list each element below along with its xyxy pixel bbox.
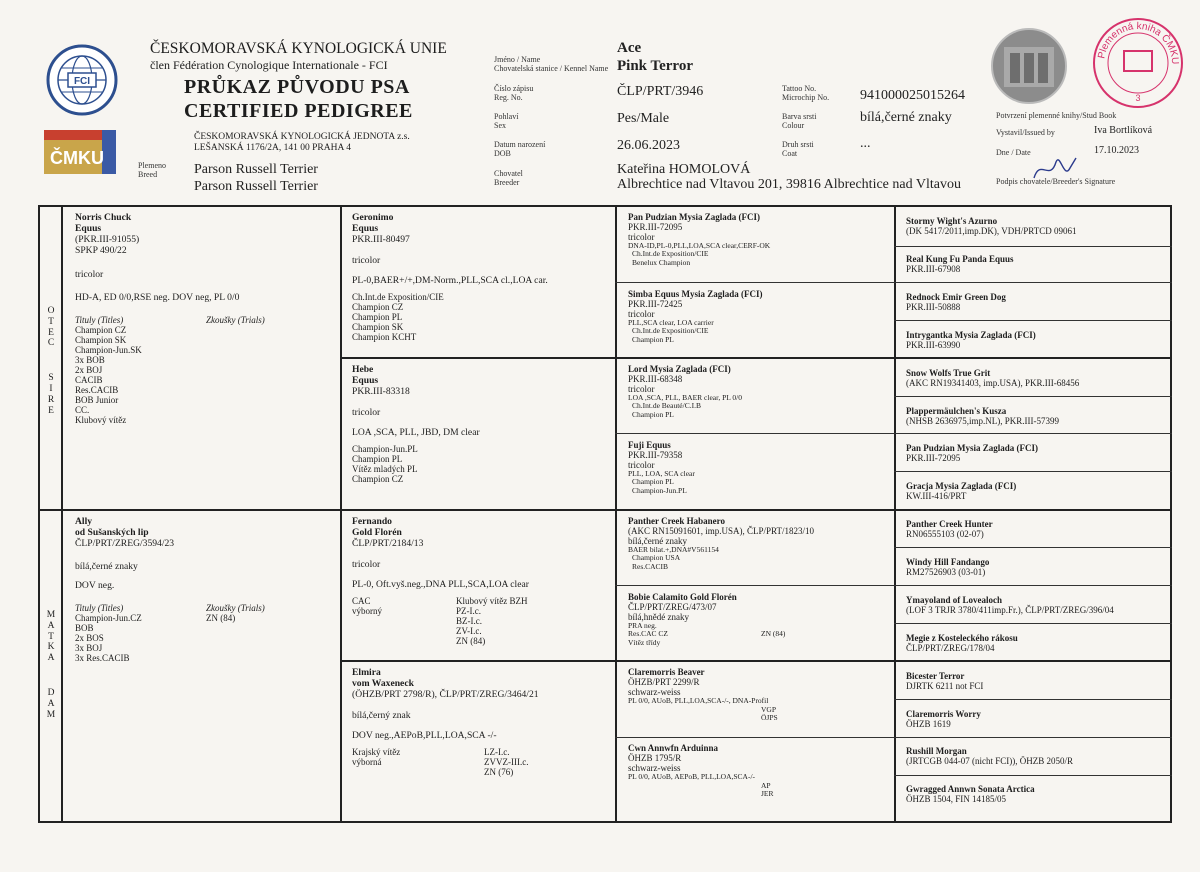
row-divider-gen4-1 xyxy=(894,246,1172,247)
row-divider-gen4-6 xyxy=(894,623,1172,624)
sire-trials-label: Zkoušky (Trials) xyxy=(206,315,265,325)
dam-cell xyxy=(75,516,335,663)
coat-label-en: Coat xyxy=(782,149,798,158)
title-en: CERTIFIED PEDIGREE xyxy=(184,100,413,122)
row-divider-gen2a xyxy=(340,357,1172,359)
gen4-cell-9: Panther Creek Hunter RN06555103 (02-07) xyxy=(906,519,993,539)
date-value: 17.10.2023 xyxy=(1094,145,1139,156)
row-divider-gen3-4 xyxy=(615,737,1172,738)
row-divider-gen3-2 xyxy=(615,433,1172,434)
gen2-dam-dam: Elmira vom Waxeneck (ÖHZB/PRT 2798/R), ČLP/PRT/ZREG/3464/21 bílá,černý znak DOV neg.,AEPoB,PLL,LOA,SCA -/- Krajský vítěz výborná LZ-I.c. ZVVZ-III.c. ZN (76) xyxy=(352,667,539,777)
row-divider-gen4-4 xyxy=(894,471,1172,472)
confirm-label: Potvrzení plemenné knihy/Stud Book xyxy=(996,111,1117,120)
dam-name: Ally xyxy=(75,516,93,527)
gen4-cell-14: Claremorris Worry ÖHZB 1619 xyxy=(906,709,981,729)
org-name: ČESKOMORAVSKÁ KYNOLOGICKÁ UNIE xyxy=(150,40,447,57)
reg-label-en: Reg. No. xyxy=(494,93,523,102)
gen4-cell-10: Windy Hill Fandango RM27526903 (03-01) xyxy=(906,557,990,577)
dam-title-list: Champion-Jun.CZ BOB 2x BOS 3x BOJ 3x Res.CACIB ZN (84) xyxy=(75,613,236,663)
gen2-sire-dam: Hebe Equus PKR.III-83318 tricolor LOA ,SCA, PLL, JBD, DM clear Champion-Jun.PL Champion PL Vítěz mladých PL Champion CZ xyxy=(352,364,480,484)
sire-titles-label: Tituly (Titles) xyxy=(75,315,124,325)
row-divider-gen2b xyxy=(340,660,1172,662)
sire-kennel: Equus xyxy=(75,223,102,234)
gen3-cell-6: Bobie Calamito Gold Florén ČLP/PRT/ZREG/473/07 bílá,hnědé znaky PRA neg. Res.CAC CZ Vítěz třídy ZN (84) xyxy=(628,592,786,647)
sire-color: tricolor xyxy=(75,269,104,280)
gen4-cell-3: Rednock Emir Green Dog PKR.III-50888 xyxy=(906,292,1006,312)
gen4-cell-4: Intrygantka Mysia Zaglada (FCI) PKR.III-63990 xyxy=(906,330,1036,350)
breed-label-en: Breed xyxy=(138,170,158,179)
signature-label: Podpis chovatele/Breeder's Signature xyxy=(996,177,1116,186)
gen4-cell-13: Bicester Terror DJRTK 6211 not FCI xyxy=(906,671,984,691)
org-member: člen Fédération Cynologique Internationale - FCI xyxy=(150,58,388,72)
sex-label-en: Sex xyxy=(494,121,506,130)
col-divider-4 xyxy=(894,205,896,823)
microchip-label: Microchip No. xyxy=(782,93,830,102)
row-divider-gen3-3 xyxy=(615,585,1172,586)
gen4-cell-7: Pan Pudzian Mysia Zaglada (FCI) PKR.III-72095 xyxy=(906,443,1039,463)
gen4-cell-5: Snow Wolfs True Grit (AKC RN19341403, imp.USA), PKR.III-68456 xyxy=(906,368,1080,388)
gen3-cell-5: Panther Creek Habanero (AKC RN15091601, imp.USA), ČLP/PRT/1823/10 bílá,černé znaky BAER bilat.+,DNA#V561154 Champion USA Res.CACIB xyxy=(628,516,814,571)
gen3-cell-1: Pan Pudzian Mysia Zaglada (FCI) PKR.III-72095 tricolor DNA-ID,PL-0,PLL,LOA,SCA clear,CERF-OK Ch.Int.de Exposition/CIE Benelux Champion xyxy=(628,212,771,267)
gen4-cell-15: Rushill Morgan (JRTCGB 044-07 (nicht FCI)), ÖHZB 2050/R xyxy=(906,746,1073,766)
coat-value: ... xyxy=(860,136,871,151)
row-divider-gen4-7 xyxy=(894,699,1172,700)
studbook-stamp-text: Plemenná kniha ČMKU xyxy=(1096,20,1181,65)
dam-side-label: M A T K A D A M xyxy=(46,610,56,720)
dog-reg: ČLP/PRT/3946 xyxy=(617,84,704,99)
cmku-logo-text: ČMKU xyxy=(50,148,104,168)
breeder-label-cz: Chovatel xyxy=(494,169,523,178)
gen3-cell-3: Lord Mysia Zaglada (FCI) PKR.III-68348 tricolor LOA ,SCA, PLL, BAER clear, PL 0/0 Ch.Int.de Beauté/C.I.B Champion PL xyxy=(628,364,743,419)
col-divider-3 xyxy=(615,205,617,823)
sire-title-list: Champion CZ Champion SK Champion-Jun.SK 3x BOB 2x BOJ CACIB Res.CACIB BOB Junior CC. Klubový vítěz xyxy=(75,325,142,425)
issuer-address: LEŠANSKÁ 1176/2A, 141 00 PRAHA 4 xyxy=(194,143,351,153)
dam-health: DOV neg. xyxy=(75,580,115,591)
dam-kennel: od Sušanských lip xyxy=(75,527,149,538)
gen3-cell-8: Cwn Annwfn Arduinna ÖHZB 1795/R schwarz-weiss PL 0/0, AUoB, AEPoB, PLL,LOA,SCA-/- AP JER xyxy=(628,743,774,799)
sire-side-label: O T E C S I R E xyxy=(47,306,55,416)
gen4-cell-6: Plappermäulchen's Kusza (NHSB 2636975,imp.NL), PKR.III-57399 xyxy=(906,406,1059,426)
dog-kennel: Pink Terror xyxy=(617,58,693,74)
issuer: ČESKOMORAVSKÁ KYNOLOGICKÁ JEDNOTA z.s. xyxy=(194,132,410,142)
breeder-address: Albrechtice nad Vltavou 201, 39816 Albrechtice nad Vltavou xyxy=(617,177,961,192)
issued-by-label: Vystavil/Issued by xyxy=(996,128,1055,137)
colour-label-en: Colour xyxy=(782,121,805,130)
sire-health: HD-A, ED 0/0,RSE neg. DOV neg, PL 0/0 xyxy=(75,292,240,303)
dob-label-en: DOB xyxy=(494,149,511,158)
dog-dob: 26.06.2023 xyxy=(617,138,680,153)
sex-label-cz: Pohlaví xyxy=(494,112,519,121)
sire-name: Norris Chuck xyxy=(75,212,132,223)
cmku-logo xyxy=(44,130,116,174)
date-label: Dne / Date xyxy=(996,148,1031,157)
coat-label-cz: Druh srsti xyxy=(782,140,814,149)
name-label: Jméno / Name xyxy=(494,55,541,64)
dob-label-cz: Datum narození xyxy=(494,140,546,149)
gen3-cell-7: Claremorris Beaver ÖHZB/PRT 2299/R schwarz-weiss PL 0/0, AUoB, PLL,LOA,SCA-/-, DNA-Profil VGP ÖJPS xyxy=(628,667,778,723)
gen4-cell-12: Megie z Kosteleckého rákosu ČLP/PRT/ZREG/178/04 xyxy=(906,633,1018,653)
dam-reg: ČLP/PRT/ZREG/3594/23 xyxy=(75,538,175,549)
gen4-cell-1: Stormy Wight's Azurno (DK 5417/2011,imp.DK), VDH/PRTCD 09061 xyxy=(906,216,1077,236)
kennel-label: Chovatelská stanice / Kennel Name xyxy=(494,64,609,73)
row-divider-gen4-5 xyxy=(894,547,1172,548)
row-divider-gen1 xyxy=(38,509,1172,511)
title-cz: PRŮKAZ PŮVODU PSA xyxy=(184,76,410,98)
microchip-value: 941000025015264 xyxy=(860,88,965,103)
sire-reg1: (PKR.III-91055) xyxy=(75,234,140,245)
sire-reg2: SPKP 490/22 xyxy=(75,245,127,256)
breed-value-1: Parson Russell Terrier xyxy=(194,162,318,177)
gen4-cell-2: Real Kung Fu Panda Equus PKR.III-67908 xyxy=(906,254,1014,274)
row-divider-gen4-2 xyxy=(894,320,1172,321)
breed-value-2: Parson Russell Terrier xyxy=(194,179,318,194)
gen4-cell-16: Gwragged Annwn Sonata Arctica ÖHZB 1504, FIN 14185/05 xyxy=(906,784,1035,804)
dam-titles-label: Tituly (Titles) xyxy=(75,603,124,613)
colour-label-cz: Barva srsti xyxy=(782,112,817,121)
studbook-stamp xyxy=(1090,15,1186,111)
breed-label-cz: Plemeno xyxy=(138,161,166,170)
dam-color: bílá,černé znaky xyxy=(75,561,138,572)
tattoo-label: Tattoo No. xyxy=(782,84,817,93)
row-divider-gen4-8 xyxy=(894,775,1172,776)
breeder-label-en: Breeder xyxy=(494,178,520,187)
issued-by-value: Iva Bortlíková xyxy=(1094,125,1153,136)
fci-logo-text: FCI xyxy=(73,76,91,87)
gen4-cell-11: Ymayoland of Lovealoch (LOF 3 TRJR 3780/411imp.Fr.), ČLP/PRT/ZREG/396/04 xyxy=(906,595,1114,615)
gen3-cell-4: Fuji Equus PKR.III-79358 tricolor PLL, LOA, SCA clear Champion PL Champion-Jun.PL xyxy=(628,440,695,495)
dam-trial-0: ZN (84) xyxy=(206,613,236,623)
gen3-cell-2: Simba Equus Mysia Zaglada (FCI) PKR.III-72425 tricolor PLL,SCA clear, LOA carrier Ch.Int.de Exposition/CIE Champion PL xyxy=(628,289,763,344)
dam-trials-label: Zkoušky (Trials) xyxy=(206,603,265,613)
fci-logo xyxy=(44,40,120,126)
col-divider-2 xyxy=(340,205,342,823)
gen2-sire-sire: Geronimo Equus PKR.III-80497 tricolor PL-0,BAER+/+,DM-Norm.,PLL,SCA cl.,LOA car. Ch.Int.de Exposition/CIE Champion CZ Champion PL Champion SK Champion KCHT xyxy=(352,212,548,342)
gen2-dam-sire: Fernando Gold Florén ČLP/PRT/2184/13 tricolor PL-0, Oft.vyš.neg.,DNA PLL,SCA,LOA clear CAC výborný Klubový vítěz BZH PZ-I.c. BZ-I.c. ZV-I.c. ZN (84) xyxy=(352,516,529,646)
dog-name: Ace xyxy=(617,40,642,56)
col-divider-1 xyxy=(61,205,63,823)
svg-text:3: 3 xyxy=(1135,93,1141,103)
row-divider-gen3-1 xyxy=(615,282,1172,283)
breeder-name: Kateřina HOMOLOVÁ xyxy=(617,162,751,177)
reg-label-cz: Číslo zápisu xyxy=(494,84,534,93)
hologram-stamp xyxy=(990,27,1068,105)
colour-value: bílá,černé znaky xyxy=(860,110,952,125)
gen4-cell-8: Gracja Mysia Zaglada (FCI) KW.III-416/PRT xyxy=(906,481,1017,501)
row-divider-gen4-3 xyxy=(894,396,1172,397)
dog-sex: Pes/Male xyxy=(617,111,670,126)
sire-cell xyxy=(75,212,335,425)
